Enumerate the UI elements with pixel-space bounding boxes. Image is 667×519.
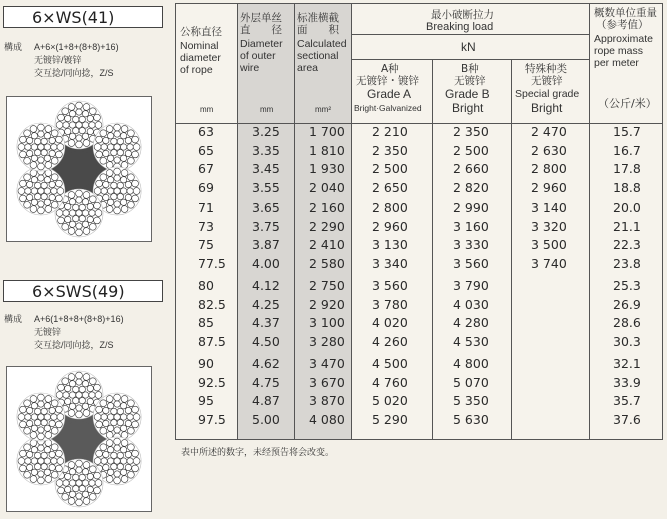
cell-special: 2 630 [531, 142, 567, 158]
header-grade-b-en: Bright [452, 101, 484, 115]
cell-area: 3 670 [309, 374, 345, 390]
cell-mass: 37.6 [613, 411, 641, 427]
cell-mass: 22.3 [613, 237, 641, 252]
cell-grade-b: 4 530 [453, 333, 489, 349]
rope1-title: 6×WS(41) [3, 6, 163, 28]
cell-area: 3 100 [309, 315, 345, 330]
cell-outer-wire: 3.55 [252, 179, 280, 195]
cell-diameter: 69 [198, 179, 214, 195]
header-mass-en: per meter [594, 57, 639, 69]
header-mass-en: Approximate [594, 33, 653, 45]
cell-special: 3 500 [531, 237, 567, 252]
cell-area: 3 280 [309, 333, 345, 349]
cell-grade-a: 2 960 [372, 218, 408, 234]
header-breaking-cn: 最小破断拉力 [431, 9, 494, 21]
header-grade-b-cn: B种 [461, 63, 479, 75]
cell-outer-wire: 3.45 [252, 161, 280, 176]
header-mass-en: rope mass [594, 45, 644, 57]
header-outer-wire-cn: 外层单丝 [240, 12, 282, 24]
cell-area: 2 040 [309, 179, 345, 195]
cell-diameter: 67 [198, 161, 214, 176]
cell-diameter: 75 [198, 237, 214, 252]
cell-grade-b: 4 800 [453, 356, 489, 371]
cell-mass: 28.6 [613, 315, 641, 330]
cell-area: 2 410 [309, 237, 345, 252]
rope-info-panel [0, 0, 172, 519]
rope2-cross-section-image [6, 366, 152, 512]
cell-area: 3 870 [309, 393, 345, 408]
cell-special: 2 800 [531, 161, 567, 176]
cell-grade-b: 5 070 [453, 374, 489, 390]
header-diameter-en: of rope [180, 64, 213, 76]
cell-diameter: 92.5 [198, 374, 226, 390]
header-outer-wire-en: of outer [240, 50, 276, 62]
cell-mass: 25.3 [613, 278, 641, 293]
rope2-construct-line: A+6(1+8+8+(8+8)+16) [34, 314, 124, 324]
cell-mass: 26.9 [613, 296, 641, 312]
cell-mass: 15.7 [613, 124, 641, 139]
rope1-cross-section-image [6, 96, 152, 242]
cell-mass: 32.1 [613, 356, 641, 371]
cell-grade-b: 5 350 [453, 393, 489, 408]
header-grade-a-en: Bright·Galvanized [354, 103, 422, 113]
rope-spec-table [175, 3, 663, 440]
header-special-en: Bright [531, 101, 563, 115]
cell-mass: 16.7 [613, 142, 641, 158]
header-breaking-en: Breaking load [426, 21, 494, 33]
cell-area: 2 750 [309, 278, 345, 293]
cell-area: 1 700 [309, 124, 345, 139]
header-area-en: area [297, 62, 319, 74]
cell-grade-a: 3 340 [372, 255, 408, 271]
cell-grade-b: 3 330 [453, 237, 489, 252]
cell-grade-b: 2 660 [453, 161, 489, 176]
cell-diameter: 65 [198, 142, 214, 158]
cell-diameter: 71 [198, 200, 214, 215]
cell-outer-wire: 4.12 [252, 278, 280, 293]
cell-diameter: 82.5 [198, 296, 226, 312]
cell-grade-b: 3 160 [453, 218, 489, 234]
rope2-construct-line: 交互捻/同向捻，Z/S [34, 340, 114, 350]
cell-outer-wire: 4.25 [252, 296, 280, 312]
cell-grade-a: 3 130 [372, 237, 408, 252]
cell-area: 2 920 [309, 296, 345, 312]
header-outer-wire-en: Diameter [240, 38, 283, 50]
rope1-construct-line: 交互捻/同向捻，Z/S [34, 68, 114, 78]
header-diameter-unit: mm [200, 105, 214, 114]
cell-outer-wire: 3.65 [252, 200, 280, 215]
cell-diameter: 77.5 [198, 255, 226, 271]
cell-outer-wire: 3.35 [252, 142, 280, 158]
cell-special: 3 320 [531, 218, 567, 234]
cell-grade-a: 3 780 [372, 296, 408, 312]
header-special-cn: 无镀锌 [531, 75, 563, 87]
cell-grade-b: 2 500 [453, 142, 489, 158]
header-area-en: Calculated [297, 38, 347, 50]
cell-grade-a: 2 500 [372, 161, 408, 176]
rope1-construct-label: 構成 [4, 42, 23, 52]
header-grade-b-cn: 无镀锌 [454, 75, 486, 87]
cell-outer-wire: 4.50 [252, 333, 280, 349]
cell-area: 2 160 [309, 200, 345, 215]
cell-area: 4 080 [309, 411, 345, 427]
header-special-en: Special grade [515, 88, 580, 100]
cell-diameter: 95 [198, 393, 214, 408]
cell-outer-wire: 4.62 [252, 356, 280, 371]
cell-grade-a: 4 260 [372, 333, 408, 349]
cell-diameter: 80 [198, 278, 214, 293]
rope1-construct-line: 无镀锌/镀锌 [34, 55, 82, 65]
cell-outer-wire: 3.75 [252, 218, 280, 234]
cell-mass: 20.0 [613, 200, 641, 215]
header-grade-b-en: Grade B [445, 87, 490, 101]
cell-grade-a: 4 020 [372, 315, 408, 330]
cell-diameter: 97.5 [198, 411, 226, 427]
header-grade-a-cn: 无镀锌・镀锌 [356, 75, 419, 87]
cell-grade-a: 2 350 [372, 142, 408, 158]
cell-area: 2 580 [309, 255, 345, 271]
cell-outer-wire: 4.87 [252, 393, 280, 408]
cell-mass: 23.8 [613, 255, 641, 271]
header-mass-unit: （公斤/米） [598, 97, 657, 110]
cell-outer-wire: 4.75 [252, 374, 280, 390]
cell-mass: 21.1 [613, 218, 641, 234]
cell-grade-a: 2 800 [372, 200, 408, 215]
cell-diameter: 90 [198, 356, 214, 371]
cell-grade-a: 5 290 [372, 411, 408, 427]
cell-mass: 30.3 [613, 333, 641, 349]
cell-special: 2 960 [531, 179, 567, 195]
header-breaking-unit: kN [461, 40, 476, 54]
cell-area: 2 290 [309, 218, 345, 234]
header-area-cn: 标准横截 [297, 12, 339, 24]
cell-grade-a: 4 760 [372, 374, 408, 390]
cell-mass: 17.8 [613, 161, 641, 176]
header-outer-wire-unit: mm [260, 105, 274, 114]
footnote: 表中所述的数字，未经预告将会改变。 [181, 448, 335, 458]
cell-mass: 18.8 [613, 179, 641, 195]
cell-grade-b: 5 630 [453, 411, 489, 427]
cell-special: 2 470 [531, 124, 567, 139]
cell-area: 3 470 [309, 356, 345, 371]
cell-grade-a: 3 560 [372, 278, 408, 293]
cell-grade-a: 4 500 [372, 356, 408, 371]
header-special-cn: 特殊种类 [525, 63, 567, 75]
header-outer-wire-en: wire [240, 62, 260, 74]
cell-grade-b: 2 990 [453, 200, 489, 215]
cell-outer-wire: 4.37 [252, 315, 280, 330]
cell-grade-b: 2 350 [453, 124, 489, 139]
cell-area: 1 930 [309, 161, 345, 176]
cell-outer-wire: 3.87 [252, 237, 280, 252]
cell-outer-wire: 4.00 [252, 255, 280, 271]
cell-mass: 33.9 [613, 374, 641, 390]
cell-grade-a: 5 020 [372, 393, 408, 408]
cell-grade-b: 4 280 [453, 315, 489, 330]
cell-grade-b: 4 030 [453, 296, 489, 312]
cell-diameter: 87.5 [198, 333, 226, 349]
cell-diameter: 63 [198, 124, 214, 139]
header-mass-cn: （参考值） [596, 19, 649, 31]
header-mass-cn: 概数单位重量 [594, 7, 657, 19]
rope2-construct-label: 構成 [4, 314, 23, 324]
cell-outer-wire: 3.25 [252, 124, 280, 139]
cell-mass: 35.7 [613, 393, 641, 408]
cell-special: 3 140 [531, 200, 567, 215]
header-diameter-cn: 公称直径 [180, 26, 222, 38]
cell-area: 1 810 [309, 142, 345, 158]
header-outer-wire-cn: 直 径 [240, 24, 282, 36]
cell-grade-a: 2 210 [372, 124, 408, 139]
rope2-construct-line: 无镀锌 [34, 327, 62, 337]
rope2-title: 6×SWS(49) [3, 280, 163, 302]
header-grade-a-en: Grade A [367, 87, 412, 101]
cell-grade-b: 3 790 [453, 278, 489, 293]
rope1-construct-line: A+6×(1+8+(8+8)+16) [34, 42, 119, 52]
cell-grade-b: 2 820 [453, 179, 489, 195]
cell-diameter: 73 [198, 218, 214, 234]
cell-diameter: 85 [198, 315, 214, 330]
header-area-cn: 面 积 [297, 24, 339, 36]
header-area-en: sectional [297, 50, 339, 62]
cell-grade-b: 3 560 [453, 255, 489, 271]
cell-special: 3 740 [531, 255, 567, 271]
cell-outer-wire: 5.00 [252, 411, 280, 427]
header-grade-a-cn: A种 [381, 63, 399, 75]
header-diameter-en: diameter [180, 52, 221, 64]
header-diameter-en: Nominal [180, 40, 219, 52]
cell-grade-a: 2 650 [372, 179, 408, 195]
header-area-unit: mm² [315, 105, 331, 114]
